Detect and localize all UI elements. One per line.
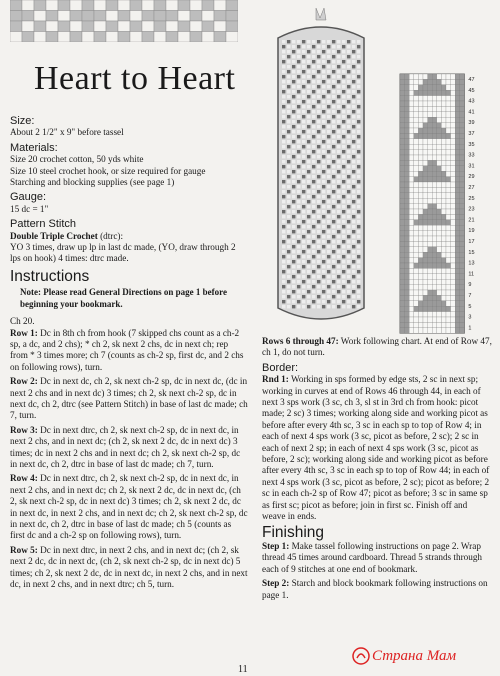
rows-6-47-label: Rows 6 through 47: — [262, 336, 339, 346]
chart-row-number: 5 — [468, 303, 472, 310]
stitch-abbr: (dtrc): — [97, 230, 124, 241]
materials-line: Size 20 crochet cotton, 50 yds white — [10, 154, 144, 165]
chart-row-number: 33 — [468, 152, 475, 159]
row-text: Dc in next dtrc, in next 2 chs, and in next dc; (ch 2, sk next 2 dc, dc in next dc, (ch 2, sk next ch-2 sp, dc in next dc) 5 times; ch 2, sk next 2 dc, dc in next dc, in next 2 chs, and in next dc, in next 2 chs, and in next dtrc; ch 5, turn. — [10, 544, 248, 590]
instructions-note: Note: Please read General Directions on page 1 before beginning your bookmark. — [20, 287, 227, 309]
chart-row-number: 27 — [468, 185, 475, 191]
row-label: Row 4: — [10, 473, 38, 484]
chart-row-number: 7 — [468, 293, 472, 299]
materials-line: Size 10 steel crochet hook, or size required for gauge — [10, 165, 206, 176]
chart-row-number: 15 — [468, 249, 475, 256]
chart-row-number: 47 — [468, 77, 475, 83]
row-3 — [10, 425, 248, 471]
step-2-label: Step 2: — [262, 578, 290, 589]
chart-row-number: 35 — [468, 141, 475, 148]
chart-row-number: 43 — [468, 98, 475, 105]
row-text: Dc in next dtrc, ch 2, sk next ch-2 sp, dc in next dc, in next 2 chs, and in next dc; (ch 2, sk next 2 dc, dc in next dc) 3 times; dc in next 2 chs and in next dc; ch 2, sk next ch-2 sp, dc in next dc, ch 2, dtrc in base of last dc made; ch 7, turn. — [10, 424, 241, 469]
row-text: Dc in 8th ch from hook (7 skipped chs count as a ch-2 sp, a dc, and 2 chs); * ch 2, sk next 2 chs, dc in next ch; rep from * 3 times more; ch 7 (counts as ch-2 sp, first dc, and 2 chs on following rows), turn. — [10, 327, 244, 372]
chart-row-number: 29 — [468, 174, 475, 181]
chart-row-number: 23 — [468, 206, 475, 213]
chart-row-number: 25 — [468, 195, 475, 202]
row-label: Row 1: — [10, 327, 38, 338]
chart-row-number: 19 — [468, 228, 475, 235]
decorative-grid — [10, 0, 238, 42]
chart-row-number: 1 — [468, 325, 472, 332]
chart-row-number: 45 — [468, 87, 475, 94]
step-1-text: Make tassel following instructions on page 2. Wrap thread 45 times around cardboard. Thread 5 strands through each of 9 stitches at one end of bookmark. — [262, 540, 483, 574]
finishing-heading: Finishing — [262, 523, 325, 541]
step-2-text: Starch and block bookmark following instructions on page 1. — [262, 578, 488, 600]
row-4 — [10, 473, 248, 541]
chart-row-number: 13 — [468, 260, 475, 267]
chart-row-number: 3 — [468, 314, 472, 321]
row-text: Dc in next dc, ch 2, sk next ch-2 sp, dc in next dc, (dc in next 2 chs and in next dc) 3 times; ch 2, sk next ch-2 sp, dc in next dc, ch 2, dtrc (see Pattern Stitch) in base of last dc made; ch 7, turn. — [10, 376, 248, 421]
chart-row-number: 37 — [468, 131, 475, 137]
chart-row-number: 17 — [468, 239, 475, 245]
page-number: 11 — [238, 664, 248, 675]
left-column — [10, 112, 248, 593]
row-1 — [10, 328, 248, 374]
chart-row-number: 39 — [468, 120, 475, 127]
stitch-text: YO 3 times, draw up lp in last dc made, (YO, draw through 2 lps on hook) 4 times: dtrc made. — [10, 242, 236, 264]
pattern-stitch-heading: Pattern Stitch — [10, 218, 77, 231]
row-label: Row 3: — [10, 424, 38, 435]
stitch-name: Double Triple Crochet — [10, 230, 98, 241]
chart-row-number: 41 — [468, 109, 475, 116]
row-label: Row 5: — [10, 544, 38, 555]
chart-row-number: 9 — [468, 282, 472, 289]
right-column — [262, 336, 492, 604]
rnd-1-label: Rnd 1: — [262, 374, 289, 385]
crochet-chart — [396, 70, 496, 340]
watermark: Страна Мам — [372, 648, 457, 664]
row-2 — [10, 376, 248, 422]
border-heading: Border: — [262, 361, 299, 374]
rows-6-47-text: Work following chart. At end of Row 47, ch 1, do not turn. — [262, 336, 492, 358]
gauge-heading: Gauge: — [10, 191, 47, 204]
row-label: Row 2: — [10, 376, 38, 387]
chart-row-number: 21 — [468, 217, 475, 224]
rnd-1-text: Working in sps formed by edge sts, 2 sc in next sp; working in curves at end of Rows 46 through 44, in each of next 3 sps work (3 sc, ch 3, sl st in 3rd ch from hook: picot made; 2 sc) 3 times; working along side and working picot as before after every 4th sc, 3 sc in each sp to top of Row 4; in each of next 4 sps work (3 sc, picot as before, 2 sc); 2 sc in each of next 2 sp; in each of next 4 sps work (3 sc, picot as before, 2 sc); working along side and working picot as before after every 4th sc, 3 sc in each sp to top of Row 44; in each of next 4 sps work (3 sc, picot as before, 2 sc); picot as before; 2 sc in each ch-2 sp of Row 47; picot as before; 3 sc in same sp as first sc; picot as before; join in first sc. Finish off and weave in ends. — [262, 374, 490, 522]
instructions-heading: Instructions — [10, 267, 90, 285]
chart-row-number: 11 — [468, 271, 475, 278]
row-5 — [10, 545, 248, 591]
chain-start: Ch 20. — [10, 316, 35, 327]
step-1-label: Step 1: — [262, 540, 290, 551]
bookmark-photo — [270, 8, 372, 330]
chart-row-number: 31 — [468, 163, 475, 170]
page-title: Heart to Heart — [34, 60, 236, 97]
materials-line: Starching and blocking supplies (see page 1) — [10, 177, 175, 188]
row-text: Dc in next dtrc, ch 2, sk next ch-2 sp, dc in next dc, in next 2 chs, and in next dc; ch 2, sk next 2 dc, dc in next dc, (ch 2, sk next ch-2 sp, dc in next dc) 3 times; ch 2, sk next 2 dc, dc in next dc, in next 2 chs, and in next dc; ch 2, sk next ch-2 sp, dc in next dc, ch 2, dtrc in base of last dc made; ch 5 (counts as first dc and a ch-2 sp on following rows), turn. — [10, 473, 248, 541]
size-heading: Size: — [10, 115, 35, 127]
size-text: About 2 1/2" x 9" before tassel — [10, 127, 124, 138]
materials-heading: Materials: — [10, 141, 58, 154]
watermark-logo-icon — [351, 646, 371, 666]
gauge-text: 15 dc = 1" — [10, 203, 49, 214]
